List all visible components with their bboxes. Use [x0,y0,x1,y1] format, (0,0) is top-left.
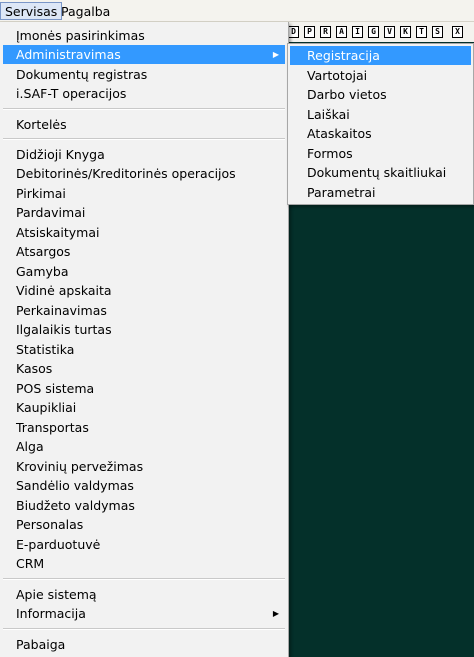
submenu-item-formos[interactable]: Formos [307,146,353,161]
menu-item-informacija[interactable] [3,604,285,623]
toolbar-button-i[interactable]: I [352,26,363,38]
submenu-item-darbo-vietos[interactable]: Darbo vietos [307,87,387,102]
menu-item-didzioji-knyga[interactable]: Didžioji Knyga [16,147,105,162]
toolbar-button-d[interactable]: D [288,26,299,38]
menu-item-dokumentu-registras[interactable]: Dokumentų registras [16,67,148,82]
toolbar-button-r[interactable]: R [320,26,331,38]
submenu-item-parametrai[interactable]: Parametrai [307,185,376,200]
menu-pagalba[interactable]: Pagalba [61,4,111,19]
menu-item-label: Informacija [16,606,86,621]
menu-item-pos-sistema[interactable]: POS sistema [16,381,95,396]
menu-item-vidine-apskaita[interactable]: Vidinė apskaita [16,283,112,298]
submenu-item-laiskai[interactable]: Laiškai [307,107,350,122]
menu-item-transportas[interactable]: Transportas [16,420,89,435]
menu-item-sandelio-valdymas[interactable]: Sandėlio valdymas [16,478,134,493]
menu-item-perkainavimas[interactable]: Perkainavimas [16,303,107,318]
toolbar-button-t[interactable]: T [416,26,427,38]
submenu-item-registracija[interactable]: Registracija [290,46,471,65]
menu-item-isaft-operacijos[interactable]: i.SAF-T operacijos [16,86,127,101]
menu-item-apie-sistema[interactable]: Apie sistemą [16,587,97,602]
menu-item-imones-pasirinkimas[interactable]: Įmonės pasirinkimas [16,28,145,43]
menu-item-administravimas[interactable] [3,45,285,64]
menu-item-kasos[interactable]: Kasos [16,361,53,376]
menu-item-atsargos[interactable]: Atsargos [16,244,71,259]
administravimas-submenu [287,43,474,205]
menu-item-biudzeto-valdymas[interactable]: Biudžeto valdymas [16,498,135,513]
menu-separator [3,628,285,630]
menu-item-korteles[interactable]: Kortelės [16,117,67,132]
menu-separator [3,108,285,110]
toolbar-button-x[interactable]: X [452,26,463,38]
toolbar-button-a[interactable]: A [336,26,347,38]
menu-servisas[interactable]: Servisas [0,2,62,20]
menu-item-alga[interactable]: Alga [16,439,44,454]
submenu-item-vartotojai[interactable]: Vartotojai [307,68,368,83]
toolbar-button-k[interactable]: K [400,26,411,38]
menu-item-atsiskaitymai[interactable]: Atsiskaitymai [16,225,100,240]
menu-item-pardavimai[interactable]: Pardavimai [16,205,86,220]
servisas-dropdown-menu [0,22,289,657]
toolbar-button-s[interactable]: S [432,26,443,38]
submenu-item-dokumentu-skaitliukai[interactable]: Dokumentų skaitliukai [307,165,447,180]
submenu-arrow-icon: ▶ [272,50,279,59]
toolbar-button-g[interactable]: G [368,26,379,38]
menu-item-debitorines-kreditorines[interactable]: Debitorinės/Kreditorinės operacijos [16,166,236,181]
menu-item-crm[interactable]: CRM [16,556,45,571]
menu-item-gamyba[interactable]: Gamyba [16,264,69,279]
menu-item-personalas[interactable]: Personalas [16,517,84,532]
menu-separator [3,578,285,580]
toolbar [270,22,474,42]
menu-item-label: Administravimas [16,47,121,62]
menu-item-kaupikliai[interactable]: Kaupikliai [16,400,77,415]
menu-item-pabaiga[interactable]: Pabaiga [16,637,66,652]
menu-item-ilgalaikis-turtas[interactable]: Ilgalaikis turtas [16,322,112,337]
menu-bar [0,0,474,22]
menu-item-kroviniu-pervezimas[interactable]: Krovinių pervežimas [16,459,144,474]
toolbar-button-p[interactable]: P [304,26,315,38]
submenu-item-ataskaitos[interactable]: Ataskaitos [307,126,372,141]
submenu-arrow-icon: ▶ [272,609,279,618]
menu-item-e-parduotuve[interactable]: E-parduotuvė [16,537,101,552]
menu-item-pirkimai[interactable]: Pirkimai [16,186,66,201]
menu-item-statistika[interactable]: Statistika [16,342,75,357]
menu-separator [3,138,285,140]
toolbar-button-v[interactable]: V [384,26,395,38]
